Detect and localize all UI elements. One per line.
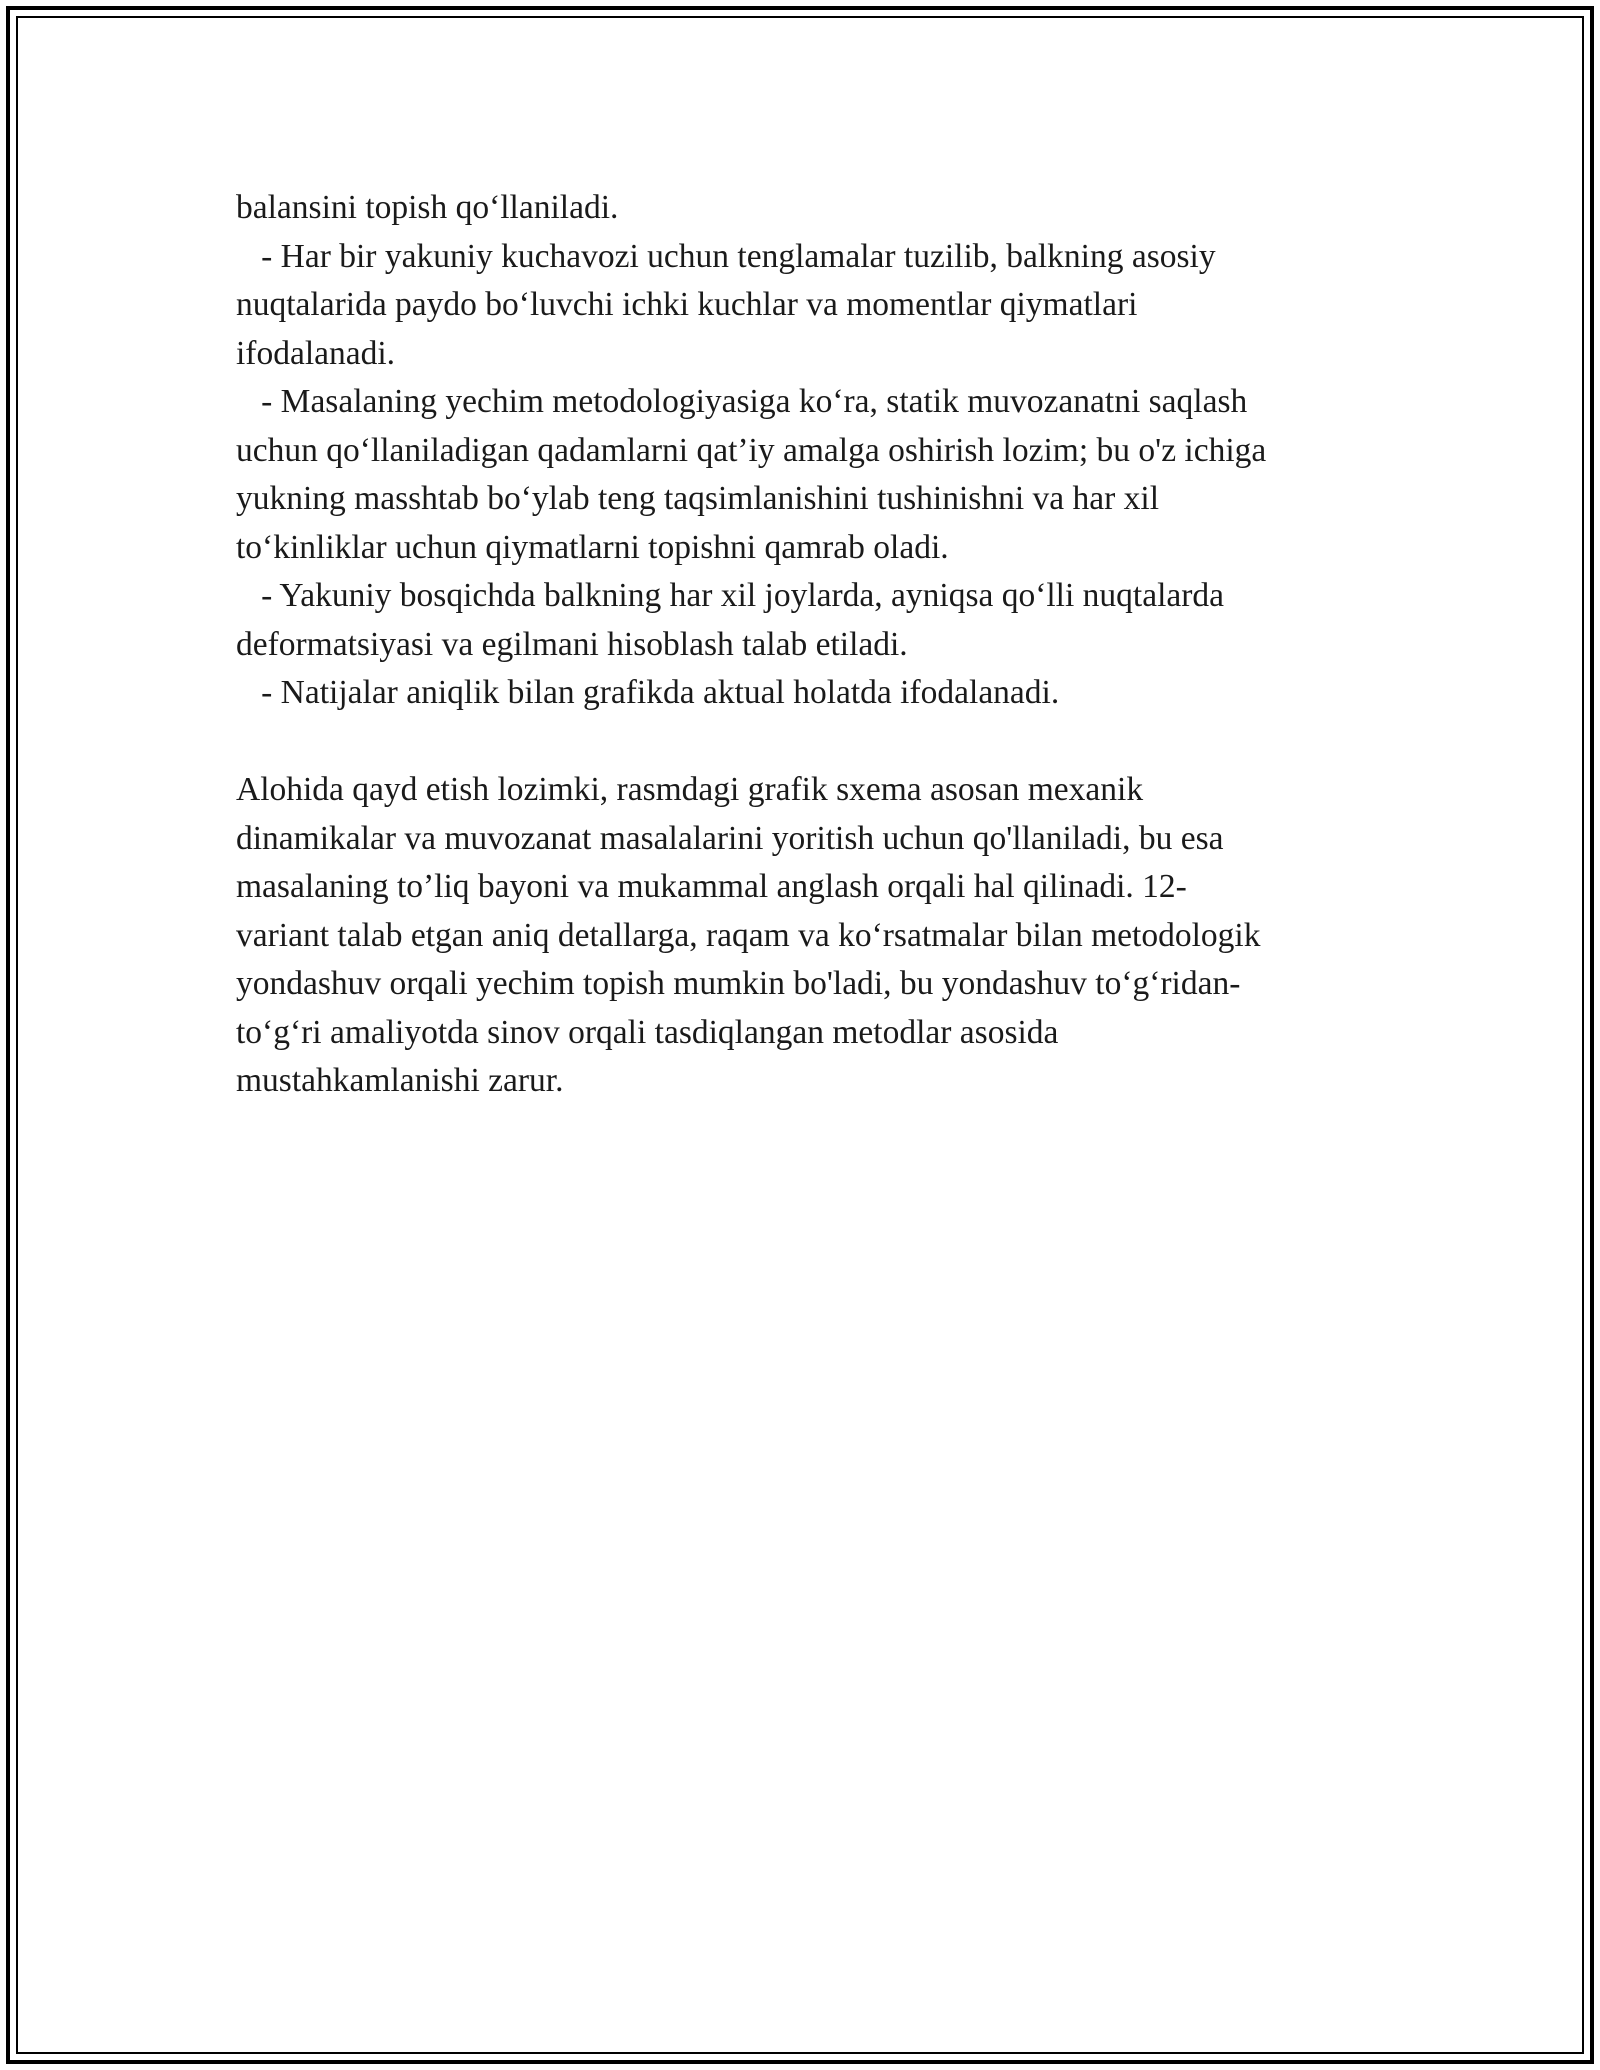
text-line: uchun qo‘llaniladigan qadamlarni qat’iy amalga oshirish lozim; bu o'z ichiga (236, 431, 1267, 469)
text-line: to‘g‘ri amaliyotda sinov orqali tasdiqlangan metodlar asosida (236, 1013, 1059, 1051)
text-line: dinamikalar va muvozanat masalalarini yoritish uchun qo'llaniladi, bu esa (236, 819, 1224, 857)
paragraph-gap (236, 718, 1386, 767)
text-line: mustahkamlanishi zarur. (236, 1062, 564, 1099)
document-body (236, 184, 1386, 1106)
text-line: - Natijalar aniqlik bilan grafikda aktual holatda ifodalanadi. (236, 674, 1060, 711)
text-line: deformatsiyasi va egilmani hisoblash talab etiladi. (236, 625, 908, 663)
text-line: masalaning to’liq bayoni va mukammal anglash orqali hal qilinadi. 12- (236, 868, 1187, 905)
text-line: - Masalaning yechim metodologiyasiga ko‘ra, statik muvozanatni saqlash (236, 383, 1248, 420)
text-line: yukning masshtab bo‘ylab teng taqsimlanishini tushinishni va har xil (236, 480, 1160, 517)
text-line: Alohida qayd etish lozimki, rasmdagi grafik sxema asosan mexanik (236, 771, 1144, 808)
text-line: yondashuv orqali yechim topish mumkin bo'ladi, bu yondashuv to‘g‘ridan- (236, 965, 1241, 1002)
text-line: - Har bir yakuniy kuchavozi uchun tenglamalar tuzilib, balkning asosiy (236, 237, 1216, 275)
text-line: ifodalanadi. (236, 334, 396, 372)
text-line: to‘kinliklar uchun qiymatlarni topishni qamrab oladi. (236, 528, 949, 566)
text-line: nuqtalarida paydo bo‘luvchi ichki kuchlar va momentlar qiymatlari (236, 286, 1138, 323)
text-line: balansini topish qo‘llaniladi. (236, 189, 619, 226)
text-line: - Yakuniy bosqichda balkning har xil joylarda, ayniqsa qo‘lli nuqtalarda (236, 577, 1225, 614)
text-line: variant talab etgan aniq detallarga, raqam va ko‘rsatmalar bilan metodologik (236, 916, 1261, 954)
